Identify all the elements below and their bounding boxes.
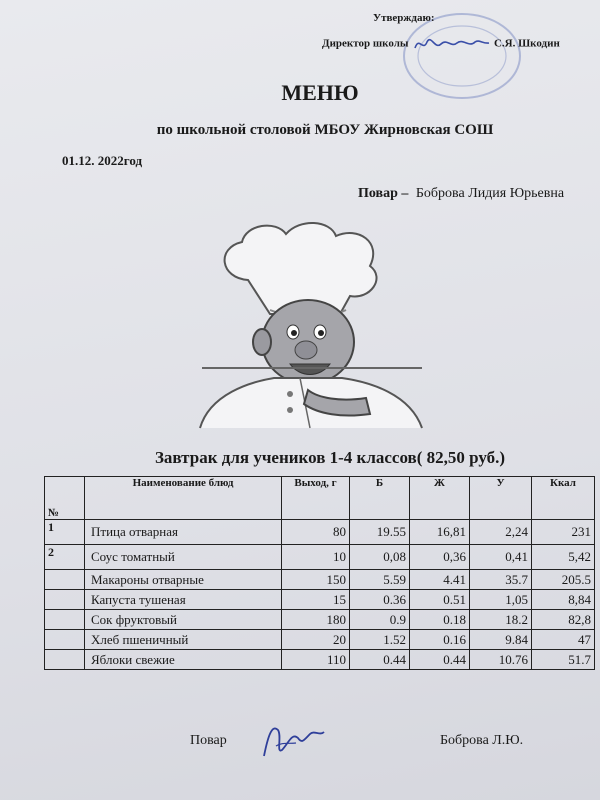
approve-label: Утверждаю:: [373, 12, 435, 24]
dish-name: Соус томатный: [85, 545, 282, 570]
dish-name: Макароны отварные: [85, 570, 282, 590]
dish-protein: 5.59: [350, 570, 410, 590]
table-header-row: [45, 477, 595, 520]
table-row: [45, 590, 595, 610]
dish-carbs: 9.84: [470, 630, 532, 650]
dish-kcal: 82,8: [532, 610, 595, 630]
footer-cook-label: Повар: [190, 733, 227, 748]
cook-name: Боброва Лидия Юрьевна: [415, 186, 565, 201]
col-header-num: №: [45, 477, 85, 520]
dish-output: 20: [282, 630, 350, 650]
footer-cook-name: Боброва Л.Ю.: [440, 733, 524, 748]
table-row: [45, 630, 595, 650]
dish-name: Капуста тушеная: [85, 590, 282, 610]
dish-fat: 4.41: [410, 570, 470, 590]
dish-kcal: 5,42: [532, 545, 595, 570]
col-header-name: Наименование блюд: [85, 477, 282, 520]
section-title: Завтрак для учеников 1-4 классов( 82,50 руб.): [154, 448, 506, 467]
row-num: [45, 630, 85, 650]
dish-carbs: 0,41: [470, 545, 532, 570]
dish-kcal: 51.7: [532, 650, 595, 670]
dish-protein: 19.55: [350, 520, 410, 545]
dish-fat: 0.16: [410, 630, 470, 650]
table-row: [45, 610, 595, 630]
page-subtitle: по школьной столовой МБОУ Жирновская СОШ: [156, 122, 494, 138]
dish-carbs: 35.7: [470, 570, 532, 590]
dish-fat: 16,81: [410, 520, 470, 545]
dish-fat: 0.18: [410, 610, 470, 630]
dish-output: 15: [282, 590, 350, 610]
row-num: 1: [45, 520, 85, 545]
dish-output: 180: [282, 610, 350, 630]
dish-carbs: 10.76: [470, 650, 532, 670]
dish-output: 80: [282, 520, 350, 545]
dish-fat: 0,36: [410, 545, 470, 570]
dish-name: Яблоки свежие: [85, 650, 282, 670]
row-num: [45, 610, 85, 630]
dish-output: 10: [282, 545, 350, 570]
chef-illustration: [190, 218, 430, 433]
cook-signature: [258, 716, 328, 766]
dish-fat: 0.44: [410, 650, 470, 670]
director-line: [322, 34, 560, 54]
col-header-b: Б: [350, 477, 410, 520]
director-signature: [411, 34, 491, 54]
dish-kcal: 47: [532, 630, 595, 650]
dish-protein: 0.36: [350, 590, 410, 610]
dish-output: 110: [282, 650, 350, 670]
table-row: [45, 570, 595, 590]
dish-kcal: 231: [532, 520, 595, 545]
dish-carbs: 1,05: [470, 590, 532, 610]
dish-kcal: 205.5: [532, 570, 595, 590]
table-row: [45, 520, 595, 545]
dish-protein: 0.44: [350, 650, 410, 670]
table-row: [45, 650, 595, 670]
col-header-out: Выход, г: [282, 477, 350, 520]
dish-kcal: 8,84: [532, 590, 595, 610]
row-num: [45, 570, 85, 590]
dish-protein: 0.9: [350, 610, 410, 630]
menu-table: [44, 476, 595, 670]
cook-label: Повар –: [358, 186, 409, 201]
dish-output: 150: [282, 570, 350, 590]
row-num: 2: [45, 545, 85, 570]
table-row: [45, 545, 595, 570]
row-num: [45, 590, 85, 610]
col-header-zh: Ж: [410, 477, 470, 520]
dish-name: Птица отварная: [85, 520, 282, 545]
director-name: С.Я. Шкодин: [493, 37, 560, 50]
dish-protein: 0,08: [350, 545, 410, 570]
director-label: Директор школы: [322, 37, 409, 50]
cook-line: [358, 186, 564, 202]
dish-carbs: 18.2: [470, 610, 532, 630]
row-num: [45, 650, 85, 670]
dish-name: Сок фруктовый: [85, 610, 282, 630]
page-title: МЕНЮ: [281, 80, 359, 105]
dish-carbs: 2,24: [470, 520, 532, 545]
col-header-u: У: [470, 477, 532, 520]
dish-protein: 1.52: [350, 630, 410, 650]
dish-name: Хлеб пшеничный: [85, 630, 282, 650]
menu-date: 01.12. 2022год: [62, 153, 143, 168]
dish-fat: 0.51: [410, 590, 470, 610]
col-header-kcal: Ккал: [532, 477, 595, 520]
